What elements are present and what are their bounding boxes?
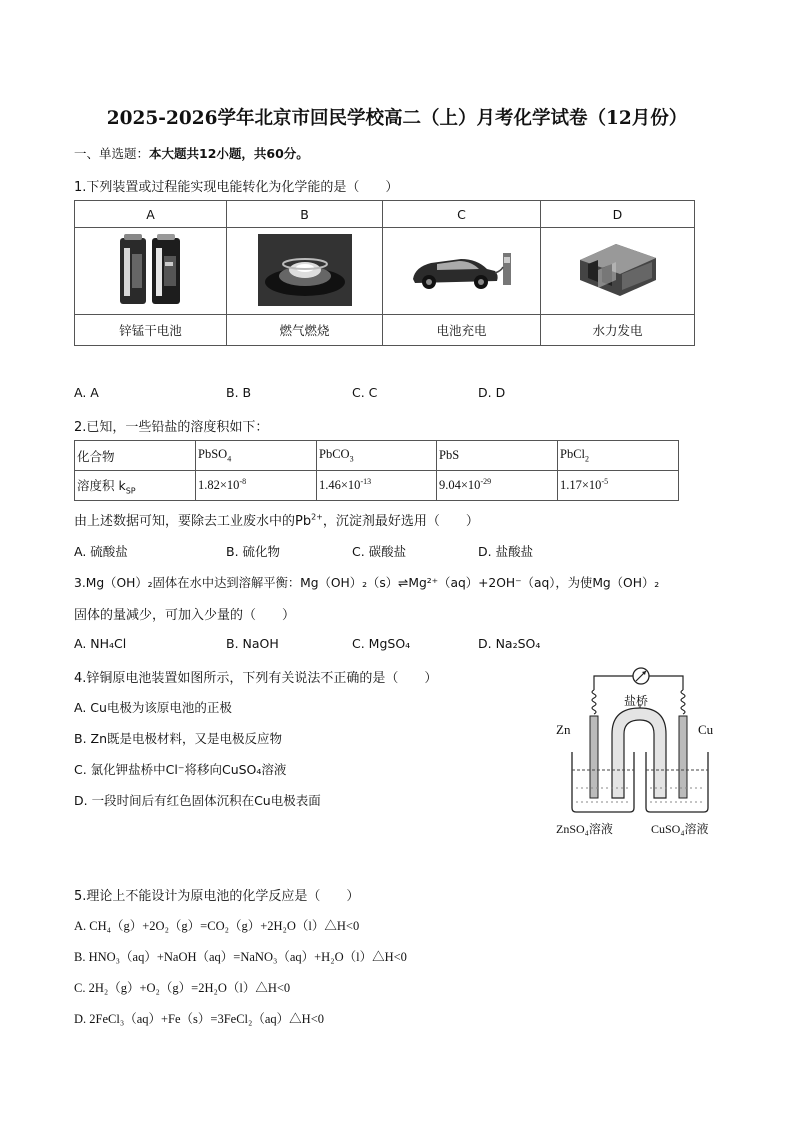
q1-label-c: 电池充电 <box>383 315 541 346</box>
q2-followup: 由上述数据可知，要除去工业废水中的$Pb^{2+}$，沉淀剂最好选用（ ） <box>74 512 479 529</box>
section-heading <box>74 144 309 162</box>
q2-ksp-4: $1.17\times 10^{-5}$ <box>558 471 679 501</box>
salt-bridge-label: 盐桥 <box>624 694 649 708</box>
q1-stem: 1.下列装置或过程能实现电能转化为化学能的是（ ） <box>74 180 399 195</box>
section-prefix: 一、单选题： <box>74 146 150 161</box>
q3-option-b[interactable]: B. NaOH <box>226 636 279 651</box>
q1-table <box>74 200 695 346</box>
q4-option-c[interactable]: C. 氯化钾盐桥中Cl⁻将移向CuSO₄溶液 <box>74 762 287 777</box>
q2-compound-4: PbCl$_2$ <box>558 441 679 471</box>
q5-option-c[interactable]: C. 2H₂（g）+O₂（g）=2H₂O（l）△H<0 <box>74 981 291 995</box>
zn-electrode <box>590 716 598 798</box>
q2-ksp-1: $1.82\times 10^{-8}$ <box>196 471 317 501</box>
q2-row-label-ksp: 溶度积 $k_{SP}$ <box>75 471 196 501</box>
q3-option-a[interactable]: A. NH₄Cl <box>74 636 127 651</box>
q5-stem: 5.理论上不能设计为原电池的化学反应是（ ） <box>74 889 360 904</box>
cuso4-solution-label: CuSO₄溶液 <box>651 822 709 836</box>
q1-option-c[interactable]: C. C <box>352 385 378 400</box>
q3-option-d[interactable]: D. Na₂SO₄ <box>478 636 541 651</box>
q1-col-a: A <box>75 201 227 228</box>
znso4-solution-label: ZnSO₄溶液 <box>556 822 613 836</box>
q2-option-d[interactable]: D. 盐酸盐 <box>478 544 534 559</box>
q1-option-b[interactable]: B. B <box>226 385 252 400</box>
q1-option-a[interactable]: A. A <box>74 385 99 400</box>
q2-ksp-3: $9.04\times 10^{-29}$ <box>437 471 558 501</box>
q2-option-a[interactable]: A. 硫酸盐 <box>74 544 128 559</box>
zn-label: Zn <box>556 722 571 737</box>
q2-compound-1: PbSO$_4$ <box>196 441 317 471</box>
q5-option-d[interactable]: D. 2FeCl₃（aq）+Fe（s）=3FeCl₂（aq）△H<0 <box>74 1012 325 1026</box>
q2-ksp-table <box>74 440 679 501</box>
cu-label: Cu <box>698 722 714 737</box>
q1-col-c: C <box>383 201 541 228</box>
q2-option-c[interactable]: C. 碳酸盐 <box>352 544 407 559</box>
q1-label-d: 水力发电 <box>541 315 695 346</box>
q4-option-a[interactable]: A. Cu电极为该原电池的正极 <box>74 700 232 715</box>
q5-option-a[interactable]: A. CH₄（g）+2O₂（g）=CO₂（g）+2H₂O（l）△H<0 <box>74 919 360 933</box>
q4-option-b[interactable]: B. Zn既是电极材料，又是电极反应物 <box>74 731 283 746</box>
q2-compound-2: PbCO$_3$ <box>317 441 437 471</box>
q3-stem-line2: 固体的量减少，可加入少量的（ ） <box>74 608 296 623</box>
q3-stem-line1: 3.Mg（OH）₂固体在水中达到溶解平衡：Mg（OH）₂（s）⇌Mg²⁺（aq）+2OH⁻（aq），为使Mg（OH）₂ <box>74 576 660 590</box>
zinc-manganese-battery-image <box>116 232 186 308</box>
q2-compound-3: PbS <box>437 441 558 471</box>
q2-row-label-compound: 化合物 <box>75 441 196 471</box>
section-desc: 本大题共12小题，共60分。 <box>149 146 309 161</box>
q3-option-c[interactable]: C. MgSO₄ <box>352 636 411 651</box>
q2-stem: 2.已知，一些铅盐的溶度积如下： <box>74 420 269 435</box>
hydropower-dam-image <box>576 240 660 300</box>
galvanic-cell-diagram <box>550 660 730 840</box>
q2-option-b[interactable]: B. 硫化物 <box>226 544 281 559</box>
q4-option-d[interactable]: D. 一段时间后有红色固体沉积在Cu电极表面 <box>74 793 321 808</box>
q1-label-b: 燃气燃烧 <box>227 315 383 346</box>
cu-electrode <box>679 716 687 798</box>
q4-stem: 4.锌铜原电池装置如图所示，下列有关说法不正确的是（ ） <box>74 671 438 686</box>
q2-ksp-2: $1.46\times 10^{-13}$ <box>317 471 437 501</box>
salt-bridge <box>612 708 666 798</box>
q1-col-d: D <box>541 201 695 228</box>
q1-col-b: B <box>227 201 383 228</box>
q5-option-b[interactable]: B. HNO₃（aq）+NaOH（aq）=NaNO₃（aq）+H₂O（l）△H<0 <box>74 950 407 964</box>
gas-stove-flame-image <box>258 234 352 306</box>
q1-label-a: 锌锰干电池 <box>75 315 227 346</box>
q1-option-d[interactable]: D. D <box>478 385 506 400</box>
page-title: 2025-2026学年北京市回民学校高二（上）月考化学试卷（12月份） <box>106 108 688 129</box>
car-charging-image <box>407 245 517 295</box>
